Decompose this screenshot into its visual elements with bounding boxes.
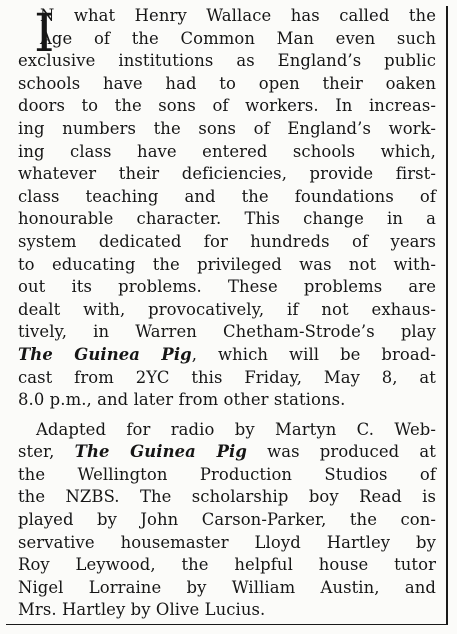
text-line: tively, in Warren Chetham-Strode’s play [18,322,436,342]
text-line: Roy Leywood, the helpful house tutor [18,555,436,575]
paragraph-2 [18,419,436,622]
text-line: the NZBS. The scholarship boy Read is [18,487,436,507]
text-line: system dedicated for hundreds of years [18,231,436,251]
text-line: Nigel Lorraine by William Austin, and [18,577,436,597]
text-line: to educating the privileged was not with- [18,254,436,274]
text-line: dealt with, provocatively, if not exhaus- [18,299,436,319]
paragraph-1 [18,5,436,412]
text-line: N what Henry Wallace has called the [40,6,436,25]
drop-cap: I [34,4,55,64]
text-line: ing numbers the sons of England’s work- [18,118,436,138]
text-line [18,441,436,464]
article-body [18,5,436,622]
text-line: Age of the Common Man even such [40,28,436,48]
text-line: doors to the sons of workers. In increas- [18,96,436,116]
text-line: ing class have entered schools which, [18,141,436,161]
play-title: The Guinea Pig [18,344,192,364]
text-line [18,344,436,367]
text-line: out its problems. These problems are [18,277,436,297]
text-line: class teaching and the foundations of [18,186,436,206]
paragraph-gap [18,412,436,419]
play-title: The Guinea Pig [74,442,247,462]
text-line: schools have had to open their oaken [18,73,436,93]
text-line: the Wellington Production Studios of [18,464,436,484]
text-line: 8.0 p.m., and later from other stations. [18,390,346,410]
text-line: Adapted for radio by Martyn C. Web- [36,419,436,439]
text-line: Mrs. Hartley by Olive Lucius. [18,600,266,620]
text-line: whatever their deficiencies, provide first- [18,164,436,184]
text-line: servative housemaster Lloyd Hartley by [18,532,436,552]
text-fragment: ster, [18,442,75,462]
text-line: exclusive institutions as England’s public [18,51,436,71]
text-fragment: , which will be broad- [191,344,436,364]
text-line: honourable character. This change in a [18,209,436,229]
text-line: played by John Carson-Parker, the con- [18,510,436,530]
text-fragment: was produced at [246,442,436,462]
text-line: cast from 2YC this Friday, May 8, at [18,367,436,387]
